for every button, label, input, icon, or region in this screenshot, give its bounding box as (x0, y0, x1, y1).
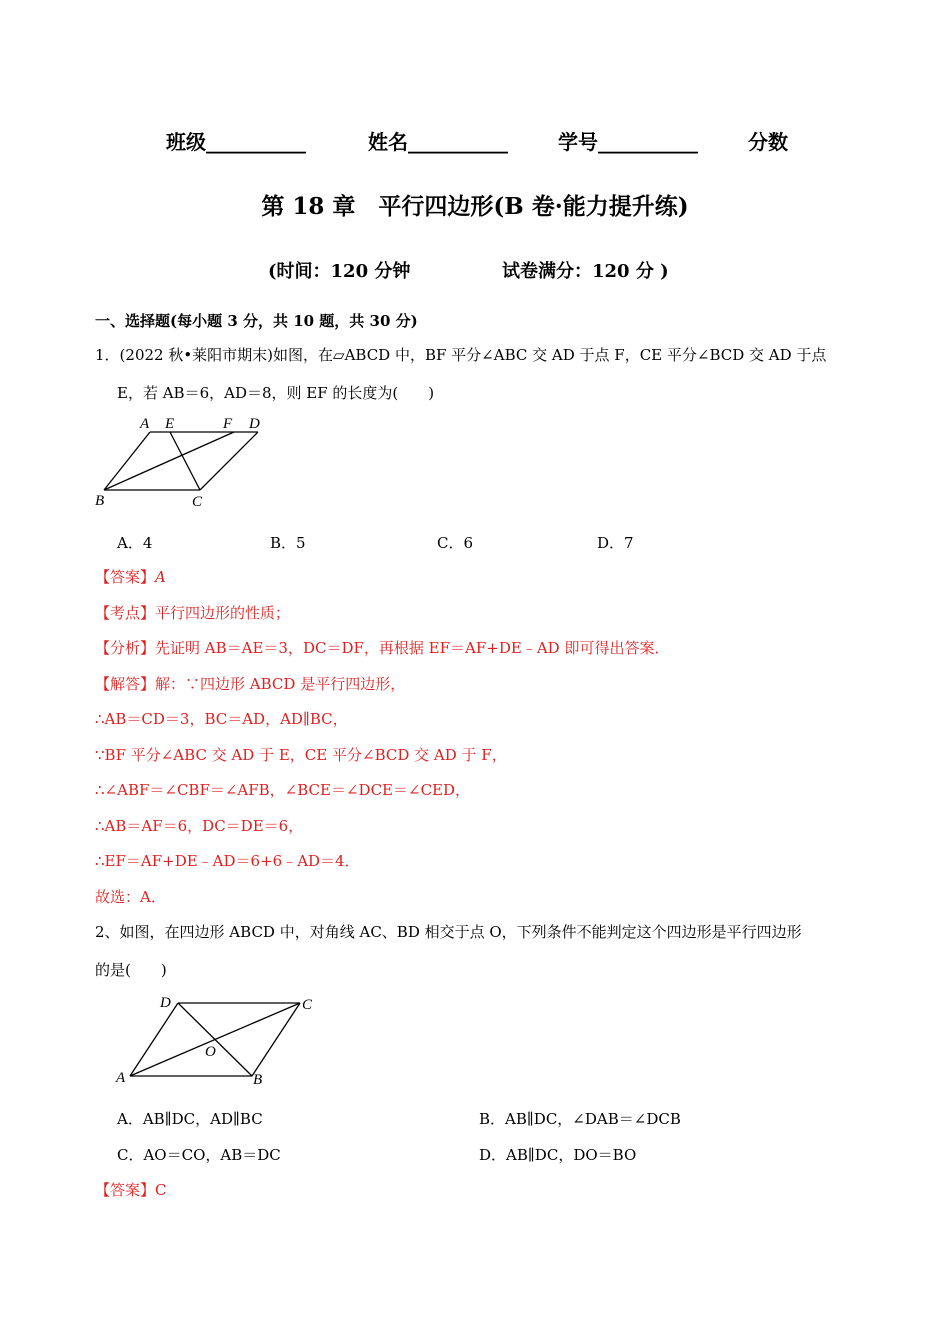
diagonal-bd (178, 1003, 252, 1076)
label-d: D (160, 995, 171, 1011)
q1-analysis (95, 638, 669, 658)
side-dc (200, 432, 258, 490)
q1-figure (88, 410, 278, 510)
q1-answer (95, 567, 166, 587)
side-ab (104, 432, 150, 490)
time-limit: (时间：120 分钟 (268, 261, 411, 282)
segment-ce (170, 432, 200, 490)
label-a: A (140, 416, 150, 432)
q2-stem-line1: 2、如图，在四边形 ABCD 中，对角线 AC、BD 相交于点 O，下列条件不能判定这个四边形是平行四边形 (95, 923, 802, 941)
full-score: 试卷满分：120 分 ) (502, 261, 669, 282)
label-c: C (302, 997, 313, 1013)
analysis-text: 先证明 AB＝AE＝3，DC＝DF，再根据 EF＝AF+DE﹣AD 即可得出答案． (155, 639, 670, 657)
student-id-field: 学号__________ (558, 130, 698, 154)
answer-value: C (155, 1181, 167, 1199)
q1-kaodian (95, 603, 290, 623)
score-field: 分数 (748, 130, 788, 154)
q1-option-b: B．5 (270, 534, 306, 552)
label-b: B (253, 1072, 263, 1088)
label-o: O (205, 1044, 216, 1060)
q1-option-c: C．6 (437, 534, 474, 552)
q2-option-b: B．AB∥DC，∠DAB＝∠DCB (479, 1110, 681, 1128)
solution-step: ∴AB＝CD＝3，BC＝AD，AD∥BC， (95, 710, 348, 728)
label-b: B (95, 493, 105, 509)
label-e: E (165, 416, 175, 432)
solution-tag: 【解答】 (95, 675, 156, 693)
analysis-tag: 【分析】 (95, 639, 156, 657)
solution-step: ∵BF 平分∠ABC 交 AD 于 E，CE 平分∠BCD 交 AD 于 F， (95, 746, 507, 764)
solution-step: ∴EF＝AF+DE﹣AD＝6+6﹣AD＝4． (95, 852, 360, 870)
q1-option-a: A．4 (117, 534, 153, 552)
q2-option-d: D．AB∥DC，DO＝BO (479, 1146, 637, 1164)
q1-stem-line1: 1．(2022 秋•莱阳市期末)如图，在▱ABCD 中，BF 平分∠ABC 交 AD 于点 F，CE 平分∠BCD 交 AD 于点 (95, 346, 827, 364)
label-a: A (116, 1070, 126, 1086)
section-title: 一、选择题(每小题 3 分，共 10 题，共 30 分) (95, 312, 418, 330)
q2-option-a: A．AB∥DC，AD∥BC (117, 1110, 263, 1128)
name-field: 姓名__________ (368, 130, 508, 154)
q2-answer (95, 1180, 167, 1200)
solution-step: 故选：A． (95, 888, 166, 906)
solution-step: ∴∠ABF＝∠CBF＝∠AFB，∠BCE＝∠DCE＝∠CED， (95, 781, 471, 799)
q2-option-c: C．AO＝CO，AB＝DC (117, 1146, 281, 1164)
q2-stem-line2: 的是( ) (95, 961, 167, 979)
answer-tag: 【答案】 (95, 1181, 156, 1199)
class-field: 班级__________ (166, 130, 306, 154)
label-d: D (249, 416, 260, 432)
answer-tag: 【答案】 (95, 568, 156, 586)
q1-stem-line2: E，若 AB＝6，AD＝8，则 EF 的长度为( ) (117, 384, 435, 402)
label-f: F (223, 416, 233, 432)
kaodian-tag: 【考点】 (95, 604, 156, 622)
kaodian-text: 平行四边形的性质； (155, 604, 291, 622)
q1-solution (95, 674, 405, 694)
q2-figure (110, 988, 325, 1090)
segment-bf (104, 432, 234, 490)
solution-step: ∴AB＝AF＝6，DC＝DE＝6， (95, 817, 304, 835)
solution-text: 解：∵四边形 ABCD 是平行四边形， (155, 675, 406, 693)
answer-value: A (155, 568, 166, 586)
page-title: 第 18 章 平行四边形(B 卷·能力提升练) (261, 193, 689, 220)
label-c: C (192, 494, 203, 510)
q1-option-d: D．7 (597, 534, 634, 552)
